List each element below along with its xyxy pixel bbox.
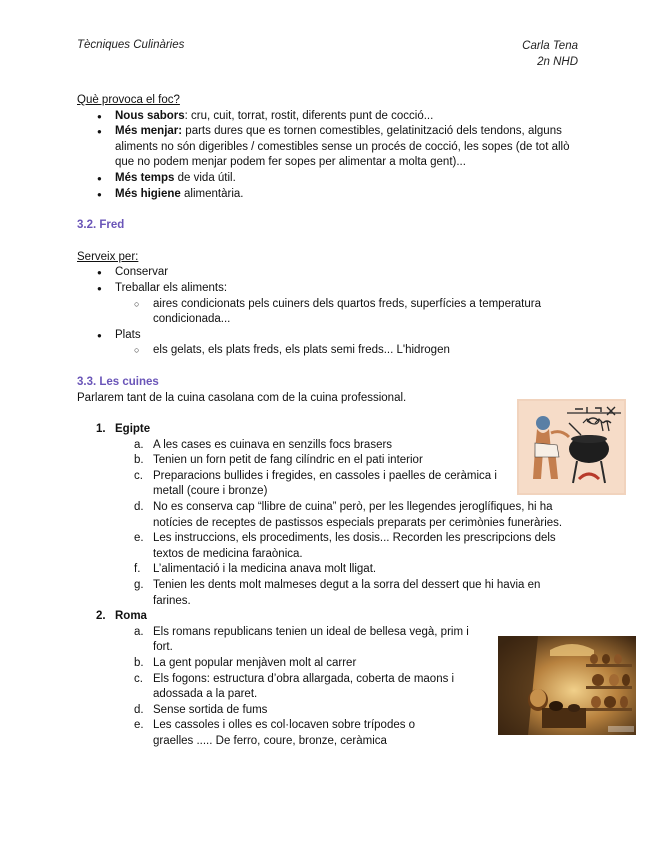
list-item (115, 187, 582, 203)
list-item (134, 718, 443, 749)
item-letter: b. (134, 454, 144, 467)
item-letter: e. (134, 719, 144, 732)
item-letter: b. (134, 657, 144, 669)
item-letter: a. (134, 438, 144, 451)
item-bold: Més menjar: (115, 125, 183, 138)
fred-list (77, 265, 582, 359)
list-item (115, 328, 582, 359)
item-text: No es conserva cap “llibre de cuina” però, per les llegendes jeroglífiques, hi ha notícies de receptes de pastissos especials preparats per cerimònies funeràries. (153, 501, 563, 529)
item-text: A les cases es cuinava en senzills focs brasers (153, 438, 393, 451)
list-item (134, 656, 481, 672)
item-text: alimentària. (180, 187, 244, 200)
item-letter: d. (134, 703, 144, 716)
item-number: 2. (96, 610, 106, 623)
item-text: : cru, cuit, torrat, rostit, diferents punt de cocció... (184, 109, 434, 122)
item-letter: a. (134, 625, 144, 638)
item-letter: c. (134, 469, 143, 482)
item-letter: f. (134, 563, 141, 576)
list-item-egipte (96, 422, 582, 609)
fred-intro: Serveix per: (77, 250, 139, 263)
egipte-sublist (115, 438, 563, 610)
list-item (134, 438, 537, 454)
item-text: Els fogons: estructura d’obra allargada, coberta de maons i adossada a la paret. (153, 672, 455, 701)
header-group: 2n NHD (537, 56, 578, 68)
sub-list-item: ○ aires condicionats pels cuiners dels quartos freds, superfícies a temperatura condicionada... (153, 297, 582, 328)
list-item (134, 531, 573, 562)
list-item (134, 578, 558, 609)
list-item (134, 625, 481, 656)
section-heading-fred: 3.2. Fred (77, 219, 125, 232)
list-item (134, 500, 563, 531)
roma-sublist (115, 625, 481, 750)
header-author (522, 38, 578, 70)
sub-list (115, 343, 582, 359)
foc-list (77, 109, 582, 203)
egyptian-cooking-illustration (517, 399, 626, 495)
item-bold: Més temps (115, 171, 175, 184)
item-letter: g. (134, 579, 144, 592)
item-text: Les cassoles i olles es col·locaven sobre trípodes o graelles ..... De ferro, coure, bronze, ceràmica (153, 719, 416, 747)
list-item (134, 703, 481, 719)
list-item (115, 109, 582, 125)
item-text: Plats (115, 328, 141, 341)
item-title: Egipte (115, 423, 151, 436)
item-bold: Nous sabors (115, 109, 185, 122)
item-title: Roma (115, 610, 147, 623)
roman-kitchen-photo (498, 636, 636, 735)
item-letter: c. (134, 672, 143, 685)
item-text: de vida útil. (174, 171, 236, 184)
item-text: Preparacions bullides i fregides, en cassoles i paelles de ceràmica i metall (coure i bronze) (153, 469, 497, 498)
list-item (134, 562, 563, 578)
item-text: L’alimentació i la medicina anava molt lligat. (153, 563, 377, 576)
item-bold: Més higiene (115, 187, 181, 200)
item-text: Tenien un forn petit de fang cilíndric en el pati interior (153, 454, 423, 467)
list-item (115, 281, 582, 328)
item-text: Conservar (115, 266, 169, 279)
item-text: Sense sortida de fums (153, 703, 268, 716)
list-item (115, 124, 582, 171)
list-item (115, 171, 582, 187)
item-text: Els romans republicans tenien un ideal de bellesa vegà, prim i fort. (153, 625, 469, 654)
item-letter: d. (134, 501, 144, 514)
list-item (134, 469, 503, 500)
list-item (134, 672, 471, 703)
sub-list (115, 297, 582, 328)
list-item (134, 453, 537, 469)
item-letter: e. (134, 532, 144, 545)
item-text: La gent popular menjàven molt al carrer (153, 657, 357, 669)
sub-list-item: ○ els gelats, els plats freds, els plats semi freds... L'hidrogen (153, 343, 582, 359)
item-text: Treballar els aliments: (115, 281, 228, 294)
item-text: Tenien les dents molt malmeses degut a la sorra del dessert que hi havia en farines. (153, 579, 541, 607)
section-heading-cuines: 3.3. Les cuines (77, 375, 159, 388)
cuines-intro: Parlarem tant de la cuina casolana com de la cuina professional. (77, 391, 407, 404)
foc-question: Què provoca el foc? (77, 94, 180, 106)
header-author-name: Carla Tena (522, 40, 578, 52)
item-number: 1. (96, 423, 106, 436)
item-text: parts dures que es tornen comestibles, gelatinització dels tendons, alguns aliments no són digeribles / comestibles sense un procés de cocció, les sopes (de tot allò que no podem menjar podem fer sopes per alimentar a molta gent)... (115, 125, 570, 169)
header-subject: Tècniques Culinàries (77, 39, 185, 51)
list-item (115, 265, 582, 281)
item-text: Les instruccions, els procediments, les dosis... Recorden les prescripcions dels textos de medicina faraònica. (153, 532, 556, 560)
